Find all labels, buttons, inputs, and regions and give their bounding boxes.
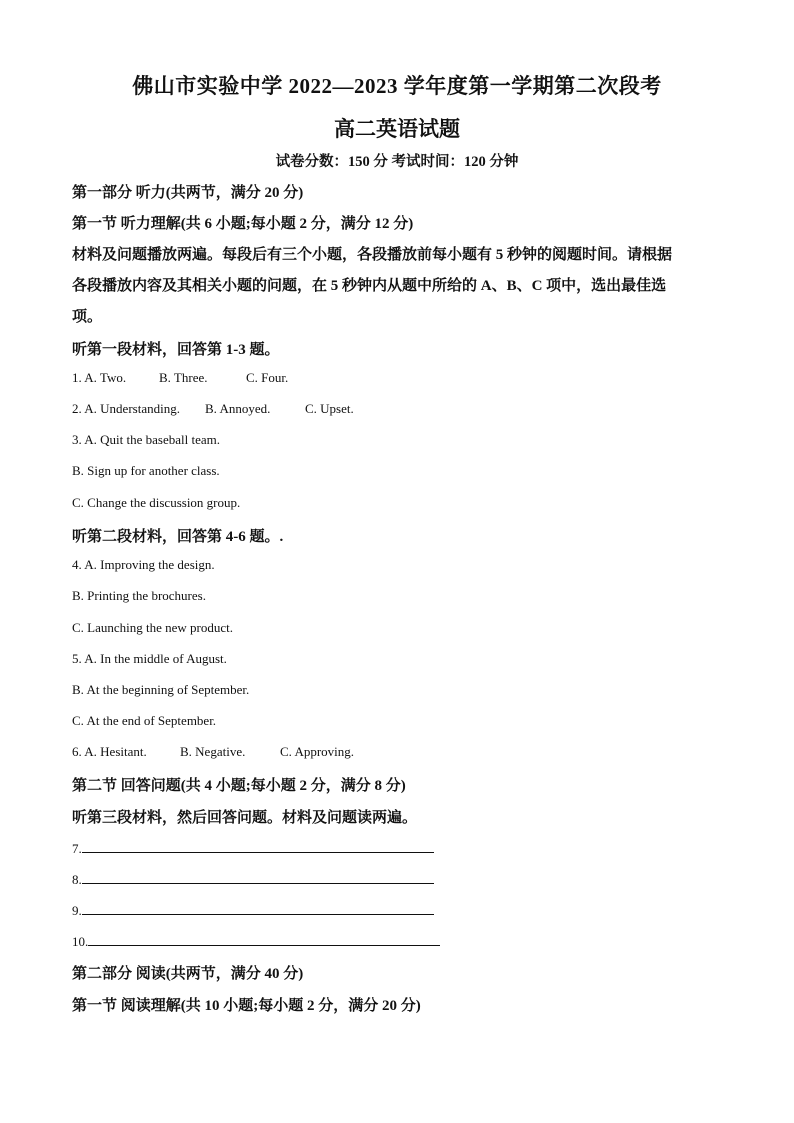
- blank-line: [82, 900, 434, 915]
- blank-line: [88, 931, 440, 946]
- q6-option-c: C. Approving.: [280, 744, 355, 759]
- q4-option-a: 4. A. Improving the design.: [72, 557, 215, 572]
- question-1: [72, 370, 288, 386]
- answer-blank-8[interactable]: [72, 869, 434, 888]
- part1-heading: 第一部分 听力(共两节，满分 20 分): [72, 185, 304, 201]
- blank-line: [82, 869, 434, 884]
- part1-section1-heading: 第一节 听力理解(共 6 小题;每小题 2 分，满分 12 分): [72, 216, 414, 232]
- q5-option-b: B. At the beginning of September.: [72, 682, 250, 697]
- instructions-line-2: 各段播放内容及其相关小题的问题，在 5 秒钟内从题中所给的 A、B、C 项中，选出最佳选: [72, 278, 667, 294]
- exam-subtitle: 高二英语试题: [334, 117, 460, 141]
- answer-blank-10[interactable]: [72, 931, 440, 950]
- q6-option-a: 6. A. Hesitant.: [72, 744, 147, 759]
- q2-option-c: C. Upset.: [305, 401, 354, 416]
- answer-blank-9[interactable]: [72, 900, 434, 919]
- blank-number: 10.: [72, 934, 89, 949]
- exam-info: 试卷分数：150 分 考试时间：120 分钟: [275, 154, 519, 170]
- q6-option-b: B. Negative.: [180, 744, 246, 759]
- q5-option-c: C. At the end of September.: [72, 713, 217, 728]
- q1-option-a: 1. A. Two.: [72, 370, 127, 385]
- blank-number: 8.: [72, 872, 82, 887]
- q2-option-a: 2. A. Understanding.: [72, 401, 180, 416]
- instructions-line-1: 材料及问题播放两遍。每段后有三个小题，各段播放前每小题有 5 秒钟的阅题时间。请根据: [72, 247, 673, 263]
- part2-heading: 第二部分 阅读(共两节，满分 40 分): [72, 966, 304, 982]
- q1-option-c: C. Four.: [246, 370, 289, 385]
- segment2-heading: 听第二段材料，回答第 4-6 题。.: [72, 529, 284, 545]
- question-6: [72, 744, 354, 760]
- segment3-heading: 听第三段材料，然后回答问题。材料及问题读两遍。: [72, 810, 418, 826]
- blank-number: 7.: [72, 841, 82, 856]
- instructions-line-3: 项。: [72, 309, 103, 325]
- part2-section1-heading: 第一节 阅读理解(共 10 小题;每小题 2 分，满分 20 分): [72, 998, 421, 1014]
- q2-option-b: B. Annoyed.: [205, 401, 271, 416]
- exam-title: 佛山市实验中学 2022—2023 学年度第一学期第二次段考: [132, 74, 662, 98]
- q3-option-c: C. Change the discussion group.: [72, 495, 241, 510]
- segment1-heading: 听第一段材料，回答第 1-3 题。: [72, 342, 280, 358]
- answer-blank-7[interactable]: [72, 838, 434, 857]
- q5-option-a: 5. A. In the middle of August.: [72, 651, 227, 666]
- part1-section2-heading: 第二节 回答问题(共 4 小题;每小题 2 分，满分 8 分): [72, 778, 406, 794]
- q4-option-b: B. Printing the brochures.: [72, 588, 206, 603]
- q3-option-b: B. Sign up for another class.: [72, 463, 220, 478]
- q1-option-b: B. Three.: [159, 370, 208, 385]
- q3-option-a: 3. A. Quit the baseball team.: [72, 432, 221, 447]
- q4-option-c: C. Launching the new product.: [72, 620, 234, 635]
- blank-line: [82, 838, 434, 853]
- question-2: [72, 401, 354, 417]
- blank-number: 9.: [72, 903, 82, 918]
